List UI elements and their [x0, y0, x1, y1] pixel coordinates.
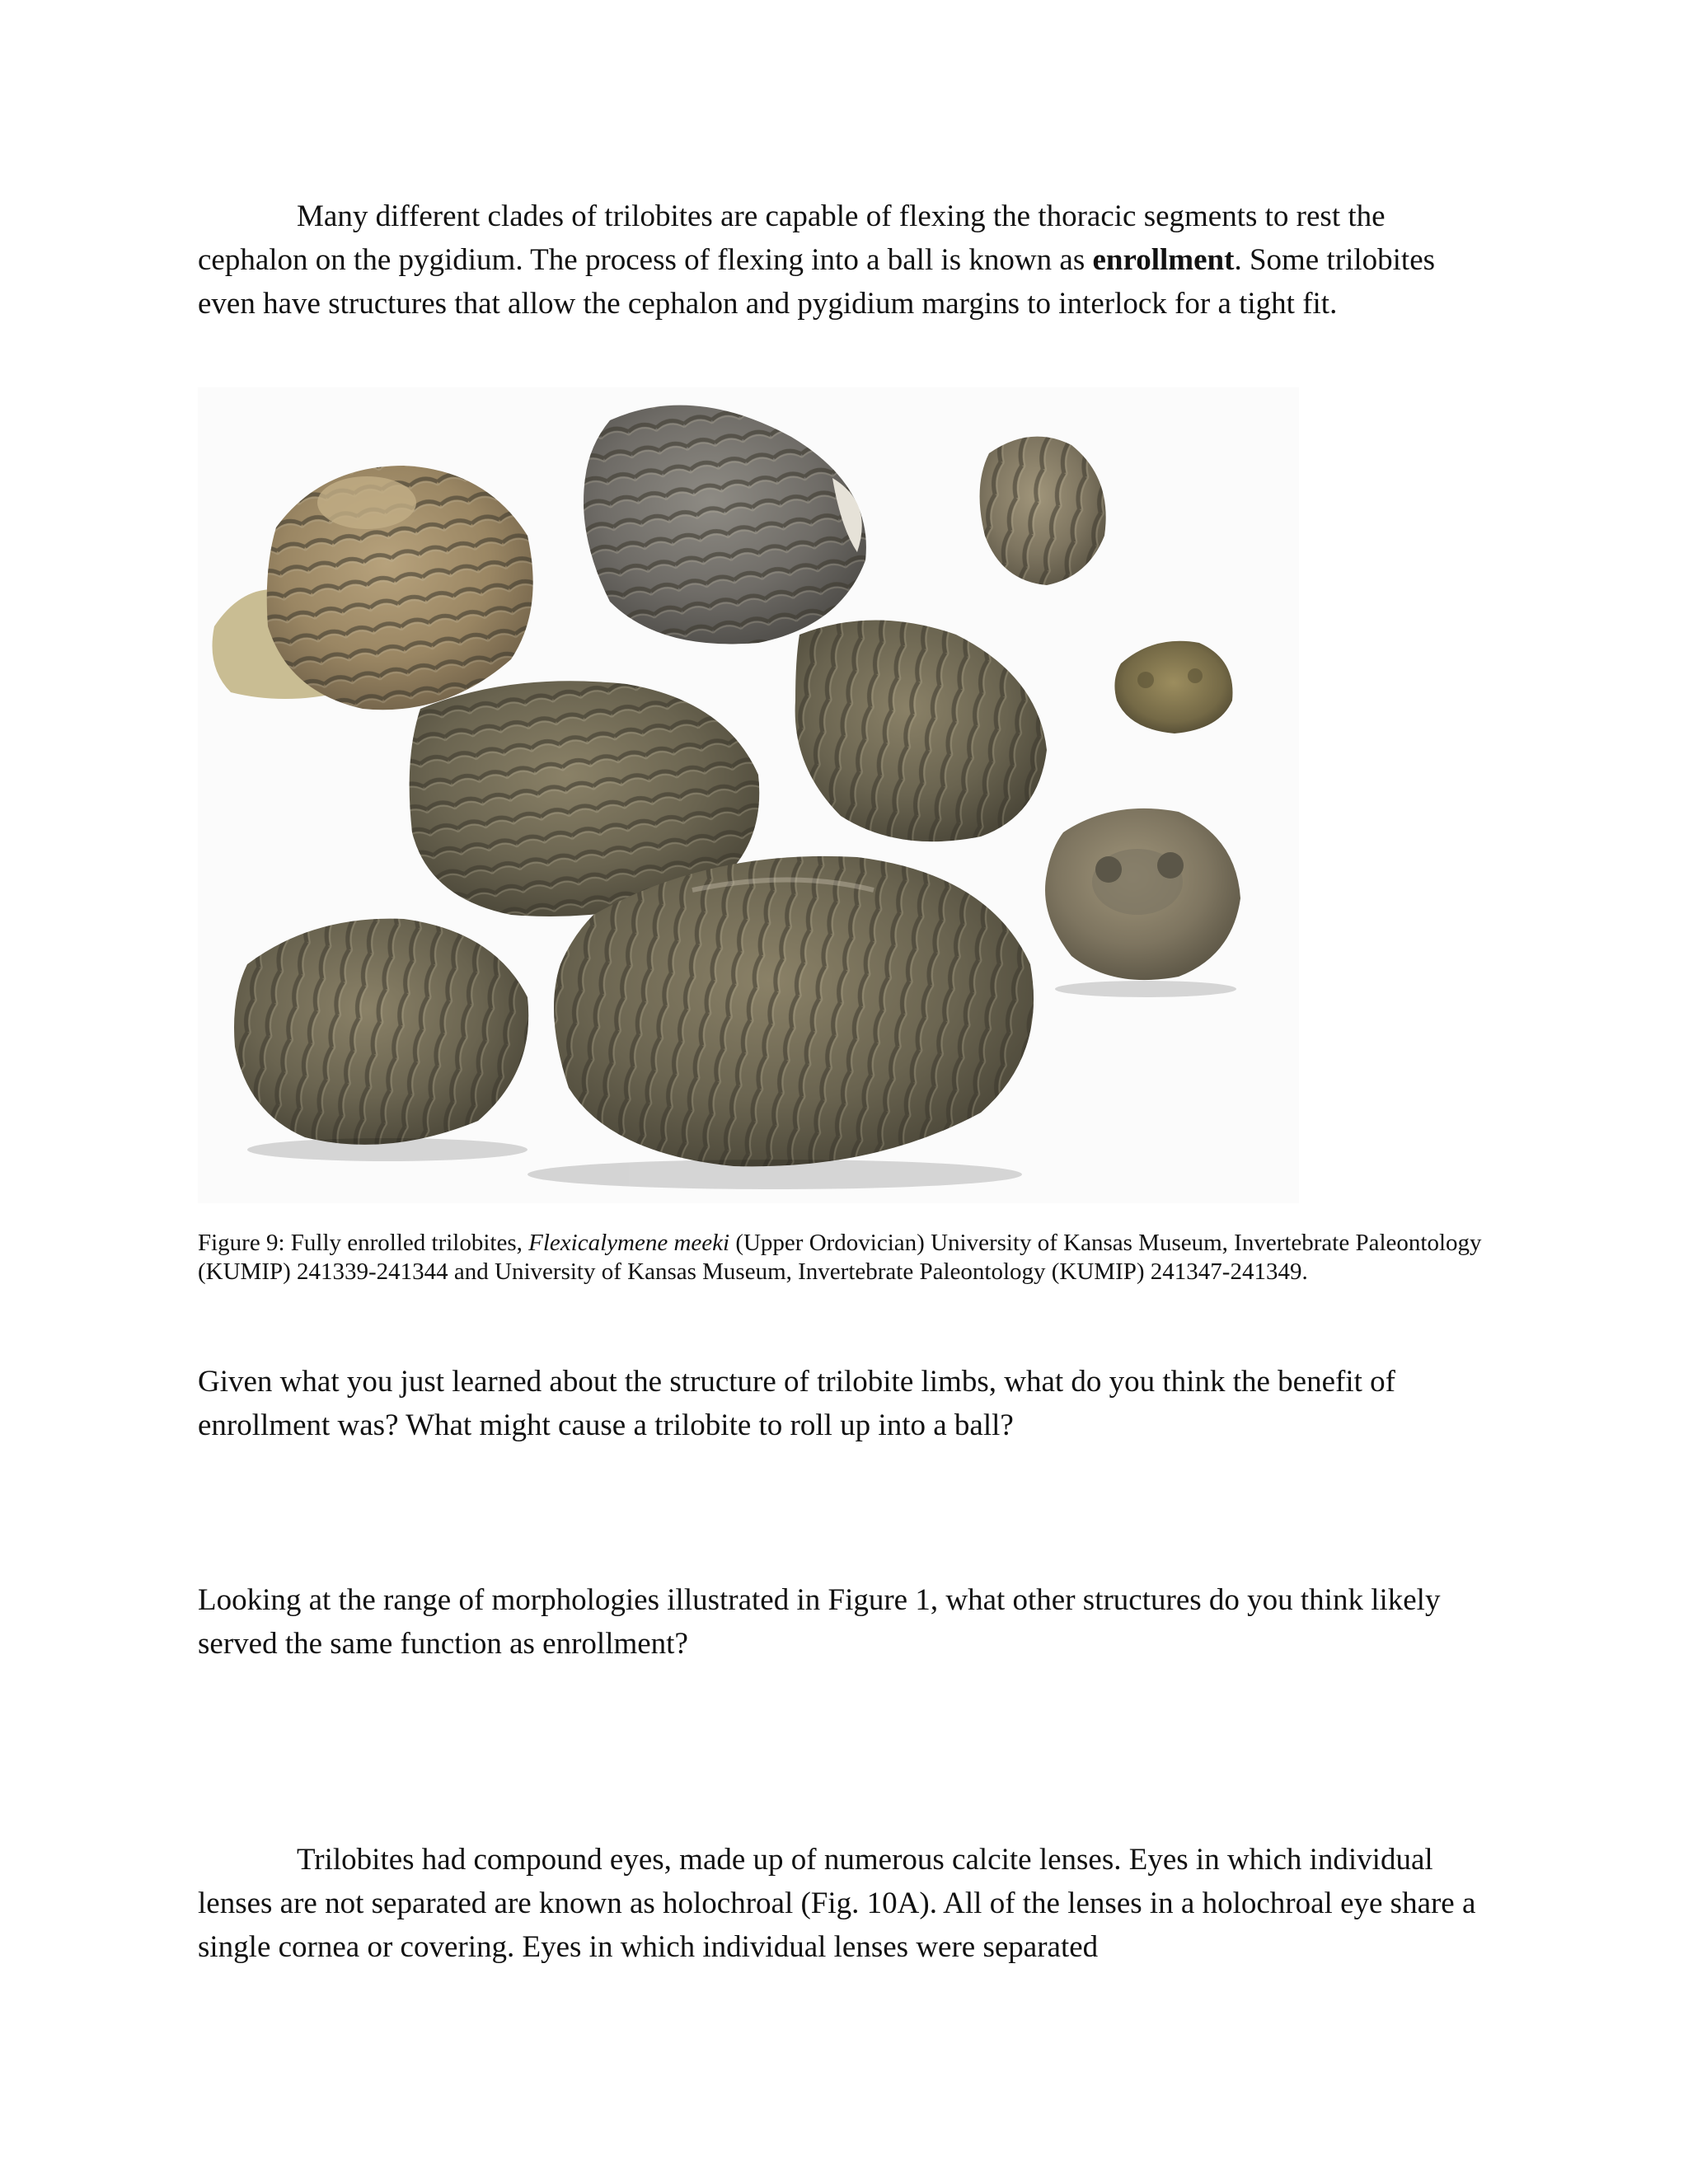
specimen-small-right	[1114, 641, 1232, 733]
caption-start: Figure 9: Fully enrolled trilobites,	[198, 1230, 529, 1256]
intro-part1: Many different clades of trilobites are capable of flexing the thoracic segments to rest the cephalon on the pygidium. The process of flexing into a ball is known as	[198, 199, 1386, 277]
specimen-bottom-center	[554, 856, 1034, 1166]
trilobite-figure-image	[198, 387, 1299, 1203]
intro-text	[198, 194, 1484, 326]
eyes-paragraph	[198, 1838, 1484, 1969]
intro-paragraph	[198, 194, 1484, 326]
figure-caption	[198, 1229, 1484, 1286]
question-1	[198, 1360, 1484, 1447]
caption-text	[198, 1229, 1484, 1286]
enrollment-term: enrollment	[1092, 243, 1235, 277]
question-2-text: Looking at the range of morphologies illustrated in Figure 1, what other structures do you think likely served the same function as enrollment?	[198, 1583, 1441, 1661]
eyes-text: Trilobites had compound eyes, made up of numerous calcite lenses. Eyes in which individual lenses are not separated are known as holochroal (Fig. 10A). All of the lenses in a holochroal eye share a single cornea or covering. Eyes in which individual lenses were separated	[198, 1843, 1476, 1964]
caption-species: Flexicalymene meeki	[528, 1230, 730, 1256]
specimen-bottom-left	[234, 919, 528, 1145]
question-2	[198, 1578, 1484, 1666]
specimen-right-middle	[1045, 808, 1240, 980]
caption-end: (Upper Ordovician) University of Kansas Museum, Invertebrate Paleontology (KUMIP) 241339-241344 and University of Kansas Museum, Invertebrate Paleontology (KUMIP) 241347-241349.	[198, 1230, 1482, 1285]
intro-part2: . Some trilobites even have structures that allow the cephalon and pygidium margins to interlock for a tight fit.	[198, 243, 1436, 321]
question-1-text: Given what you just learned about the structure of trilobite limbs, what do you think the benefit of enrollment was? What might cause a trilobite to roll up into a ball?	[198, 1365, 1395, 1442]
